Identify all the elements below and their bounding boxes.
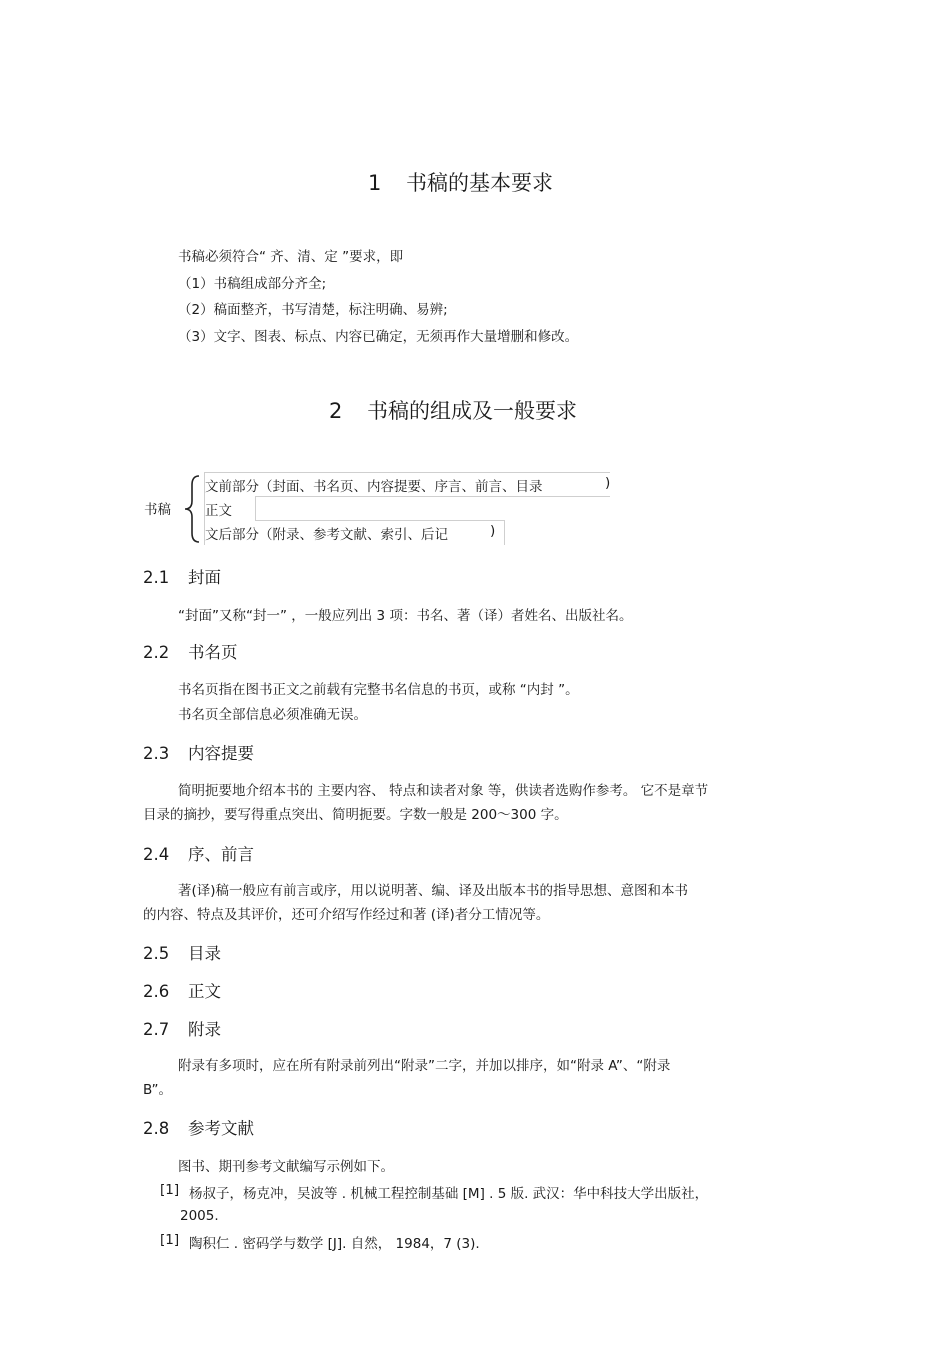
subsection-heading — [143, 740, 254, 764]
requirement-item: （2）稿面整齐，书写清楚，标注明确、易辨; — [178, 302, 448, 318]
section-number: 2 — [329, 399, 343, 423]
subsection-title: 封面 — [188, 568, 221, 587]
subsection-number: 2.5 — [143, 944, 170, 963]
subsection-heading — [143, 978, 221, 1002]
diagram-divider — [204, 472, 610, 473]
subsection-number: 2.2 — [143, 643, 170, 662]
diagram-part-back: 文后部分（附录、参考文献、索引、后记 — [205, 527, 448, 543]
subsection-title: 目录 — [188, 944, 221, 963]
subsection-title: 参考文献 — [188, 1119, 254, 1138]
diagram-divider — [204, 472, 205, 545]
subsection-heading — [143, 639, 238, 663]
diagram-divider — [255, 520, 504, 521]
paragraph: “封面”又称“封一” ，一般应列出 3 项：书名、著（译）者姓名、出版社名。 — [178, 608, 633, 624]
paragraph-line: 书名页全部信息必须准确无误。 — [178, 707, 367, 723]
subsection-heading — [143, 1016, 221, 1040]
paragraph-line: 附录有多项时，应在所有附录前列出“附录”二字，并加以排序，如“附录 A”、“附录 — [178, 1058, 671, 1074]
paragraph-line: 书名页指在图书正文之前载有完整书名信息的书页，或称 “内封 ”。 — [178, 682, 579, 698]
subsection-title: 序、前言 — [188, 845, 254, 864]
section-title: 书稿的基本要求 — [406, 171, 553, 195]
subsection-title: 书名页 — [188, 643, 238, 662]
subsection-number: 2.7 — [143, 1020, 170, 1039]
diagram-close-paren: ) — [605, 475, 611, 491]
paragraph-line: B”。 — [143, 1082, 173, 1098]
subsection-number: 2.3 — [143, 744, 170, 763]
curly-brace-icon — [183, 473, 205, 545]
diagram-root-label: 书稿 — [144, 502, 171, 518]
paragraph: 图书、期刊参考文献编写示例如下。 — [178, 1159, 394, 1175]
diagram-divider — [255, 496, 610, 497]
requirement-item: （3）文字、图表、标点、内容已确定，无须再作大量增删和修改。 — [178, 329, 579, 345]
subsection-title: 内容提要 — [188, 744, 254, 763]
subsection-heading — [143, 1115, 254, 1139]
paragraph-line: 简明扼要地介绍本书的 主要内容、 特点和读者对象 等，供读者选购作参考。 它不是章节 — [178, 783, 709, 799]
subsection-number: 2.6 — [143, 982, 170, 1001]
subsection-number: 2.4 — [143, 845, 170, 864]
subsection-heading — [143, 564, 221, 588]
paragraph-line: 目录的摘抄，要写得重点突出、简明扼要。字数一般是 200～300 字。 — [143, 807, 568, 823]
requirement-intro: 书稿必须符合“ 齐、清、定 ”要求，即 — [178, 249, 404, 265]
diagram-part-front: 文前部分（封面、书名页、内容提要、序言、前言、目录 — [205, 479, 543, 495]
section-2-heading — [329, 395, 577, 425]
subsection-heading — [143, 940, 221, 964]
subsection-number: 2.8 — [143, 1119, 170, 1138]
diagram-divider — [504, 520, 505, 545]
subsection-number: 2.1 — [143, 568, 170, 587]
reference-marker: [1] — [160, 1182, 180, 1198]
paragraph-line: 的内容、特点及其评价，还可介绍写作经过和著 (译)者分工情况等。 — [143, 907, 550, 923]
paragraph-line: 著(译)稿一般应有前言或序，用以说明著、编、译及出版本书的指导思想、意图和本书 — [178, 883, 689, 899]
section-1-heading — [368, 167, 553, 197]
section-number: 1 — [368, 171, 382, 195]
reference-marker: [1] — [160, 1232, 180, 1248]
diagram-divider — [255, 496, 256, 520]
reference-continuation: 2005. — [180, 1208, 219, 1224]
reference-text: 陶积仁 . 密码学与数学 [J]. 自然， 1984，7 (3). — [189, 1236, 480, 1252]
requirement-item: （1）书稿组成部分齐全; — [178, 276, 327, 292]
subsection-title: 附录 — [188, 1020, 221, 1039]
subsection-heading — [143, 841, 254, 865]
section-title: 书稿的组成及一般要求 — [367, 399, 577, 423]
diagram-part-body: 正文 — [205, 503, 232, 519]
reference-text: 杨叔子，杨克冲，吴波等 . 机械工程控制基础 [M] . 5 版. 武汉：华中科技大学出版社， — [189, 1186, 709, 1202]
diagram-close-paren: ) — [490, 523, 496, 539]
subsection-title: 正文 — [188, 982, 221, 1001]
